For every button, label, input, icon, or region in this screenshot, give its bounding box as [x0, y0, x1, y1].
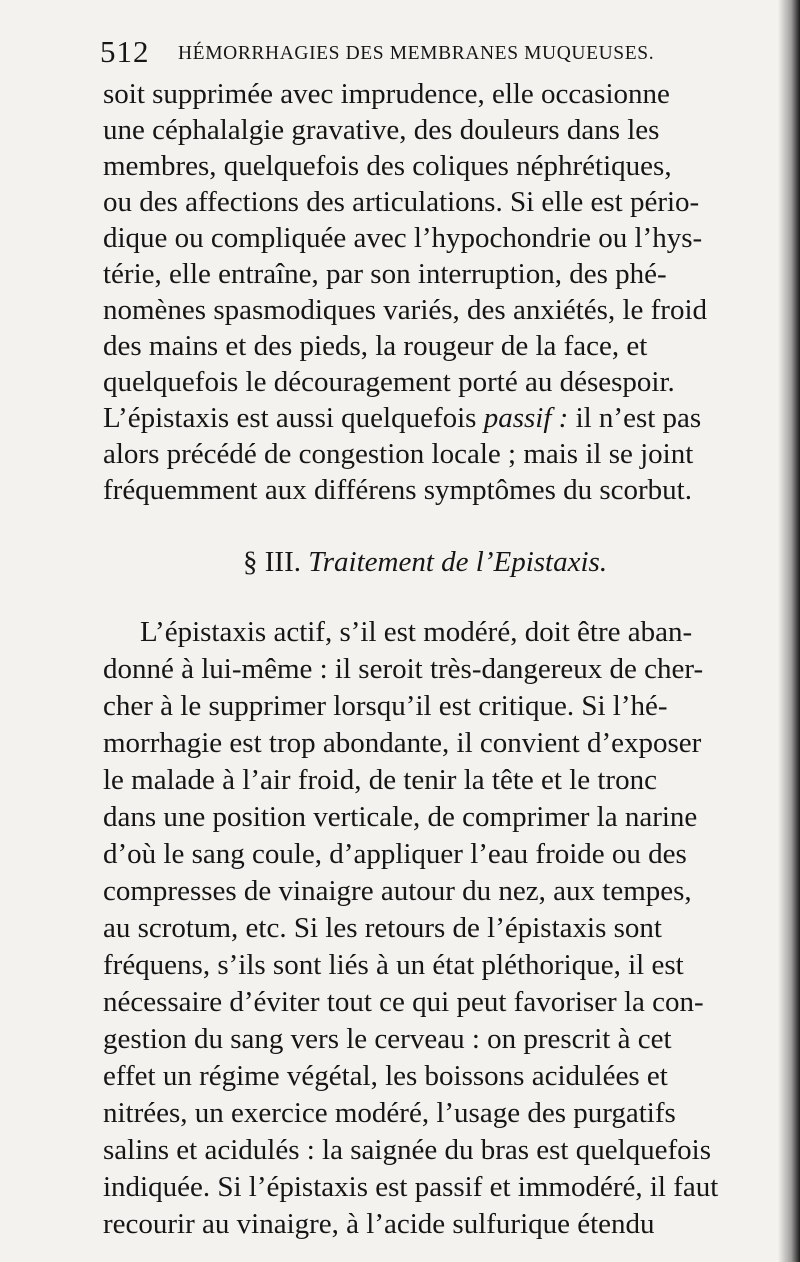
text-line: au scrotum, etc. Si les retours de l’épistaxis sont [103, 912, 662, 944]
text-line: nécessaire d’éviter tout ce qui peut favoriser la con- [103, 986, 704, 1018]
text-line: membres, quelquefois des coliques néphrétiques, [103, 150, 672, 182]
text-line: dique ou compliquée avec l’hypochondrie ou l’hys- [103, 222, 703, 254]
text-line: des mains et des pieds, la rougeur de la face, et [103, 330, 648, 362]
running-head: HÉMORRHAGIES DES MEMBRANES MUQUEUSES. [178, 43, 655, 64]
text-line: quelquefois le découragement porté au désespoir. [103, 366, 675, 398]
text-line: térie, elle entraîne, par son interruption, des phé- [103, 258, 667, 290]
text-line: morrhagie est trop abondante, il convient d’exposer [103, 727, 702, 759]
text-line: compresses de vinaigre autour du nez, aux tempes, [103, 875, 692, 907]
text-line: cher à le supprimer lorsqu’il est critique. Si l’hé- [103, 690, 668, 722]
section-title: Traitement de l’Epistaxis. [308, 546, 608, 578]
text-line: gestion du sang vers le cerveau : on prescrit à cet [103, 1023, 672, 1055]
text-line [103, 400, 743, 436]
text-line-end: il n’est pas [568, 402, 702, 434]
text-line: le malade à l’air froid, de tenir la tête et le tronc [103, 764, 657, 796]
page-number: 512 [100, 34, 150, 69]
text-line: recourir au vinaigre, à l’acide sulfurique étendu [103, 1208, 655, 1240]
section-number: § III. [243, 546, 301, 578]
text-line: effet un régime végétal, les boissons acidulées et [103, 1060, 668, 1092]
italic-term: passif : [483, 402, 569, 434]
text-line: L’épistaxis actif, s’il est modéré, doit être aban- [140, 616, 693, 648]
text-line: ou des affections des articulations. Si elle est pério- [103, 186, 700, 218]
text-line: alors précédé de congestion locale ; mais il se joint [103, 438, 694, 470]
text-line: d’où le sang coule, d’appliquer l’eau froide ou des [103, 838, 687, 870]
text-line: nitrées, un exercice modéré, l’usage des purgatifs [103, 1097, 676, 1129]
text-line-start: L’épistaxis est aussi quelquefois [103, 402, 484, 434]
text-line: nomènes spasmodiques variés, des anxiétés, le froid [103, 294, 708, 326]
page-edge-shadow [778, 0, 800, 1262]
text-line: une céphalalgie gravative, des douleurs dans les [103, 114, 660, 146]
text-line: salins et acidulés : la saignée du bras est quelquefois [103, 1134, 712, 1166]
page-header [100, 34, 685, 74]
text-line: indiquée. Si l’épistaxis est passif et immodéré, il faut [103, 1171, 719, 1203]
text-line: dans une position verticale, de comprimer la narine [103, 801, 698, 833]
text-line: donné à lui-même : il seroit très-dangereux de cher- [103, 653, 704, 685]
section-heading [243, 546, 607, 579]
text-line: fréquemment aux différens symptômes du scorbut. [103, 474, 692, 506]
text-line: fréquens, s’ils sont liés à un état pléthorique, il est [103, 949, 684, 981]
text-line: soit supprimée avec imprudence, elle occasionne [103, 78, 670, 110]
